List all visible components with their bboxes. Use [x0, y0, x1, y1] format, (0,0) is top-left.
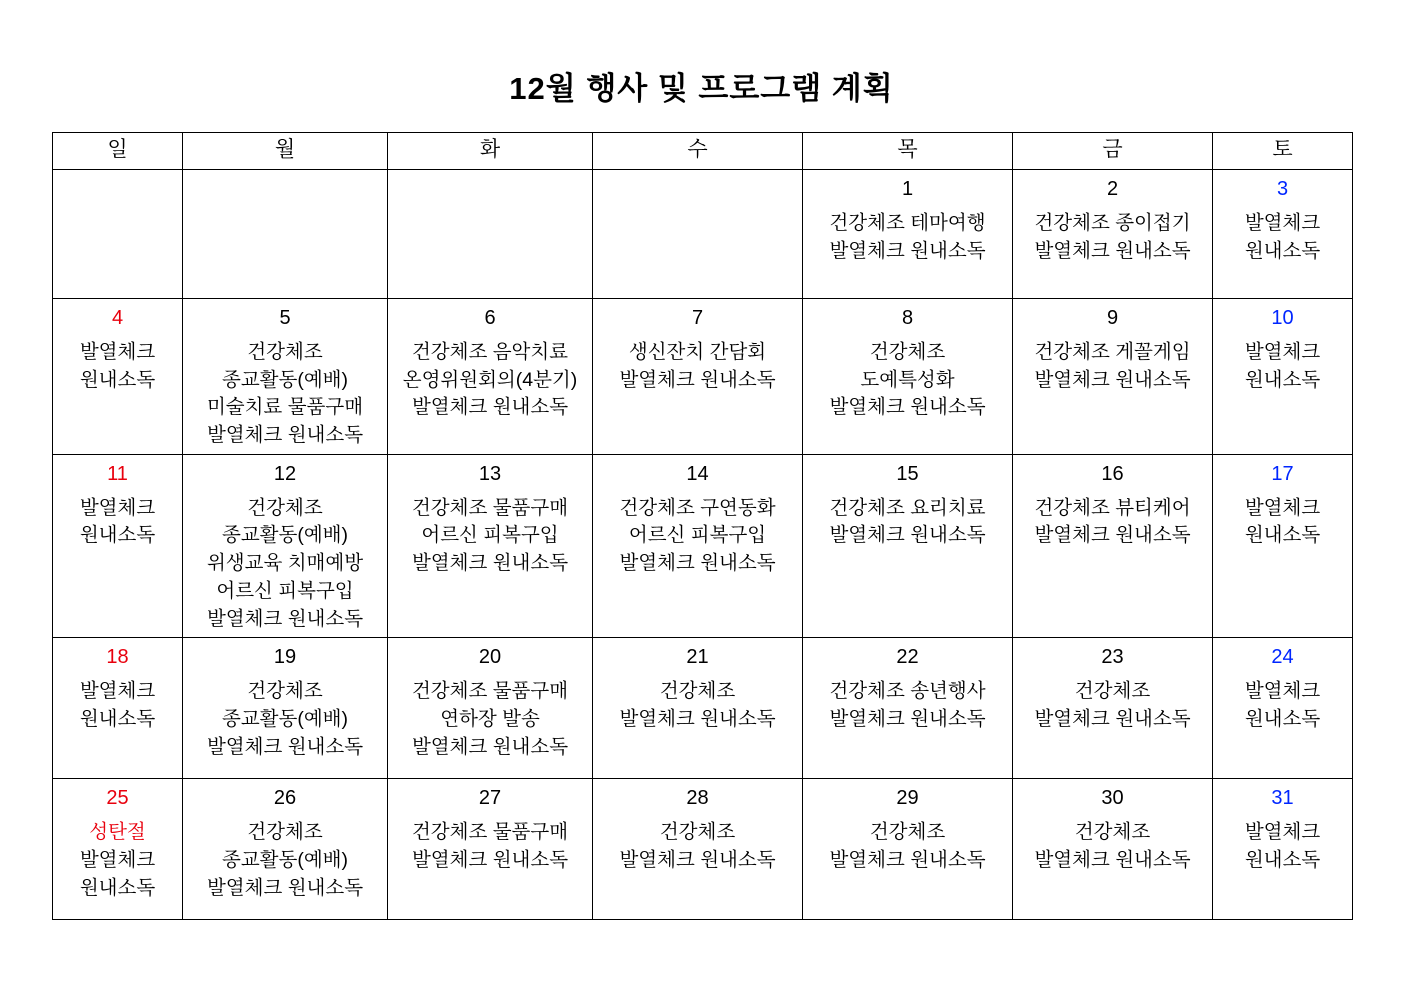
day-events [1013, 204, 1212, 269]
event-line: 건강체조 [247, 341, 323, 363]
day-events [53, 672, 182, 737]
event-line: 발열체크 원내소독 [829, 524, 986, 547]
event-line: 발열체크 원내소독 [829, 239, 986, 262]
calendar-container [52, 132, 1352, 920]
day-number: 12 [273, 462, 297, 485]
calendar-cell-day-10[interactable] [1213, 299, 1353, 455]
day-events [388, 672, 592, 765]
event-line: 발열체크 원내소독 [411, 735, 569, 758]
event-line: 연하장 발송 [440, 707, 540, 730]
calendar-cell-day-26[interactable] [183, 779, 388, 920]
day-number: 3 [1276, 178, 1289, 200]
event-line: 건강체조 [869, 341, 946, 363]
event-line: 발열체크 원내소독 [619, 707, 776, 730]
event-line: 어르신 피복구입 [628, 524, 767, 547]
day-events [1213, 489, 1352, 554]
calendar-cell-day-12[interactable] [183, 454, 388, 637]
calendar-cell-day-5[interactable] [183, 299, 388, 455]
calendar-cell-empty [53, 170, 183, 299]
calendar-week-row [53, 779, 1353, 920]
weekday-header-wed: 수 [593, 133, 803, 170]
event-line: 건강체조 테마여행 [829, 212, 986, 234]
day-number: 19 [273, 646, 297, 669]
day-number: 25 [106, 787, 129, 810]
calendar-cell-empty [183, 170, 388, 299]
day-number: 8 [901, 307, 914, 329]
event-line: 건강체조 [659, 680, 736, 703]
day-number: 6 [484, 307, 496, 329]
weekday-header-fri: 금 [1013, 133, 1213, 170]
day-number: 4 [111, 307, 124, 329]
event-line: 종교활동(예배) [221, 707, 348, 730]
day-number: 29 [896, 787, 919, 810]
event-line: 발열체크 [1244, 341, 1321, 363]
day-number: 22 [896, 646, 919, 669]
day-events [803, 333, 1012, 426]
day-events [388, 813, 592, 878]
event-line: 원내소독 [1244, 239, 1321, 262]
day-number: 23 [1101, 646, 1124, 669]
day-events [1013, 333, 1212, 398]
event-line: 건강체조 요리치료 [829, 496, 986, 519]
calendar-week-row [53, 170, 1353, 299]
event-line: 발열체크 원내소독 [411, 552, 569, 575]
day-events [803, 813, 1012, 878]
event-line: 발열체크 원내소독 [206, 735, 364, 758]
day-number: 30 [1101, 787, 1124, 810]
day-events [803, 489, 1012, 554]
calendar-cell-day-24[interactable] [1213, 638, 1353, 779]
event-line: 발열체크 원내소독 [619, 848, 776, 871]
day-events [1213, 204, 1352, 269]
calendar-cell-day-9[interactable] [1013, 299, 1213, 455]
event-line: 건강체조 송년행사 [829, 680, 986, 703]
event-line: 생신잔치 간담회 [628, 341, 767, 363]
calendar-cell-day-1[interactable] [803, 170, 1013, 299]
calendar-cell-day-7[interactable] [593, 299, 803, 455]
calendar-cell-day-11[interactable] [53, 454, 183, 637]
day-number: 20 [478, 646, 502, 669]
weekday-header-tue: 화 [388, 133, 593, 170]
calendar-body [53, 170, 1353, 920]
day-events [183, 672, 387, 765]
day-number: 5 [279, 307, 291, 329]
day-number: 13 [478, 462, 502, 485]
event-line: 발열체크 원내소독 [619, 552, 776, 575]
event-line: 종교활동(예배) [221, 368, 348, 391]
event-line: 발열체크 원내소독 [1034, 524, 1191, 547]
calendar-cell-day-2[interactable] [1013, 170, 1213, 299]
day-number: 18 [106, 646, 129, 669]
event-line: 발열체크 [1244, 821, 1321, 844]
event-line: 발열체크 [79, 341, 156, 363]
calendar-cell-day-8[interactable] [803, 299, 1013, 455]
calendar-week-row [53, 638, 1353, 779]
event-line: 원내소독 [1244, 524, 1321, 547]
weekday-header-row [53, 133, 1353, 170]
event-line: 발열체크 원내소독 [206, 607, 364, 630]
event-line: 원내소독 [79, 876, 156, 899]
day-events [593, 333, 802, 398]
day-events [593, 813, 802, 878]
event-line: 발열체크 원내소독 [619, 368, 776, 391]
event-line: 어르신 피복구입 [216, 579, 354, 602]
day-number: 9 [1106, 307, 1119, 329]
day-number: 31 [1271, 787, 1294, 810]
day-events [1213, 813, 1352, 878]
day-events [803, 672, 1012, 737]
event-line: 발열체크 원내소독 [411, 396, 569, 419]
event-line: 건강체조 [1074, 821, 1151, 844]
event-line: 건강체조 구연동화 [619, 496, 776, 519]
day-number: 10 [1271, 307, 1294, 329]
event-line: 발열체크 원내소독 [829, 396, 986, 419]
day-number: 11 [107, 462, 128, 485]
event-line: 원내소독 [79, 368, 156, 391]
event-line: 발열체크 원내소독 [829, 707, 986, 730]
day-number: 14 [686, 462, 709, 485]
event-line: 건강체조 음악치료 [411, 341, 569, 363]
calendar-table [52, 132, 1353, 920]
calendar-cell-day-27[interactable] [388, 779, 593, 920]
event-line: 발열체크 원내소독 [411, 848, 569, 871]
day-events [53, 489, 182, 554]
weekday-header-sat: 토 [1213, 133, 1353, 170]
event-line: 건강체조 뷰티케어 [1034, 496, 1191, 519]
calendar-cell-day-21[interactable] [593, 638, 803, 779]
calendar-cell-day-20[interactable] [388, 638, 593, 779]
day-events [593, 672, 802, 737]
calendar-week-row [53, 299, 1353, 455]
event-line: 발열체크 원내소독 [1034, 239, 1191, 262]
day-number: 27 [478, 787, 502, 810]
event-line: 발열체크 [79, 496, 156, 519]
event-line: 건강체조 [247, 680, 323, 703]
event-line: 건강체조 [869, 821, 946, 844]
event-line: 발열체크 [1244, 496, 1321, 519]
day-events [1213, 333, 1352, 398]
calendar-cell-day-22[interactable] [803, 638, 1013, 779]
event-line: 성탄절 [89, 821, 146, 844]
day-number: 16 [1101, 462, 1124, 485]
event-line: 원내소독 [1244, 848, 1321, 871]
event-line: 건강체조 물품구매 [411, 821, 569, 844]
event-line: 발열체크 [79, 680, 156, 703]
event-line: 도예특성화 [860, 368, 955, 391]
page-title: 12월 행사 및 프로그램 계획 [509, 71, 894, 106]
calendar-cell-day-31[interactable] [1213, 779, 1353, 920]
day-number: 28 [686, 787, 709, 810]
event-line: 원내소독 [1244, 707, 1321, 730]
day-number: 21 [686, 646, 709, 669]
event-line: 건강체조 [247, 821, 323, 844]
day-number: 26 [273, 787, 297, 810]
event-line: 종교활동(예배) [221, 524, 348, 547]
calendar-cell-empty [593, 170, 803, 299]
weekday-header-sun: 일 [53, 133, 183, 170]
day-number: 24 [1271, 646, 1294, 669]
event-line: 발열체크 원내소독 [1034, 368, 1191, 391]
event-line: 발열체크 원내소독 [1034, 848, 1191, 871]
event-line: 건강체조 물품구매 [411, 680, 569, 703]
day-events [388, 489, 592, 582]
event-line: 원내소독 [79, 707, 156, 730]
event-line: 발열체크 원내소독 [829, 848, 986, 871]
event-line: 온영위원회의(4분기) [402, 368, 578, 391]
calendar-week-row [53, 454, 1353, 637]
calendar-cell-day-30[interactable] [1013, 779, 1213, 920]
day-events [183, 333, 387, 454]
calendar-cell-day-17[interactable] [1213, 454, 1353, 637]
calendar-cell-day-4[interactable] [53, 299, 183, 455]
event-line: 원내소독 [1244, 368, 1321, 391]
day-number: 15 [896, 462, 919, 485]
day-events [183, 813, 387, 906]
event-line: 종교활동(예배) [221, 848, 348, 871]
weekday-header-mon: 월 [183, 133, 388, 170]
calendar-cell-day-6[interactable] [388, 299, 593, 455]
calendar-cell-day-23[interactable] [1013, 638, 1213, 779]
day-events [803, 204, 1012, 269]
calendar-cell-day-15[interactable] [803, 454, 1013, 637]
day-events [1013, 672, 1212, 737]
calendar-cell-day-3[interactable] [1213, 170, 1353, 299]
event-line: 건강체조 물품구매 [411, 496, 569, 519]
event-line: 건강체조 [247, 496, 323, 519]
calendar-cell-day-18[interactable] [53, 638, 183, 779]
event-line: 건강체조 [659, 821, 736, 844]
event-line: 발열체크 [1244, 680, 1321, 703]
day-number: 1 [901, 178, 914, 200]
event-line: 건강체조 게꼴게임 [1034, 341, 1191, 363]
calendar-cell-day-29[interactable] [803, 779, 1013, 920]
calendar-cell-day-25[interactable] [53, 779, 183, 920]
day-events [1213, 672, 1352, 737]
calendar-cell-day-28[interactable] [593, 779, 803, 920]
event-line: 발열체크 [1244, 212, 1321, 234]
event-line: 발열체크 원내소독 [206, 876, 364, 899]
event-line: 발열체크 원내소독 [1034, 707, 1191, 730]
day-events [53, 333, 182, 398]
day-events [183, 489, 387, 637]
day-events [53, 813, 182, 906]
day-number: 17 [1271, 462, 1294, 485]
event-line: 건강체조 [1074, 680, 1151, 703]
calendar-cell-empty [388, 170, 593, 299]
event-line: 발열체크 원내소독 [206, 424, 364, 447]
calendar-cell-day-14[interactable] [593, 454, 803, 637]
weekday-header-thu: 목 [803, 133, 1013, 170]
calendar-cell-day-19[interactable] [183, 638, 388, 779]
day-events [1013, 489, 1212, 554]
day-number: 2 [1106, 178, 1119, 200]
calendar-cell-day-13[interactable] [388, 454, 593, 637]
event-line: 원내소독 [79, 524, 156, 547]
day-events [1013, 813, 1212, 878]
event-line: 어르신 피복구입 [421, 524, 559, 547]
event-line: 미술치료 물품구매 [206, 396, 364, 419]
day-events [388, 333, 592, 426]
day-events [593, 489, 802, 582]
event-line: 발열체크 [79, 848, 156, 871]
calendar-cell-day-16[interactable] [1013, 454, 1213, 637]
day-number: 7 [691, 307, 704, 329]
event-line: 위생교육 치매예방 [206, 552, 364, 575]
event-line: 건강체조 종이접기 [1034, 212, 1191, 234]
